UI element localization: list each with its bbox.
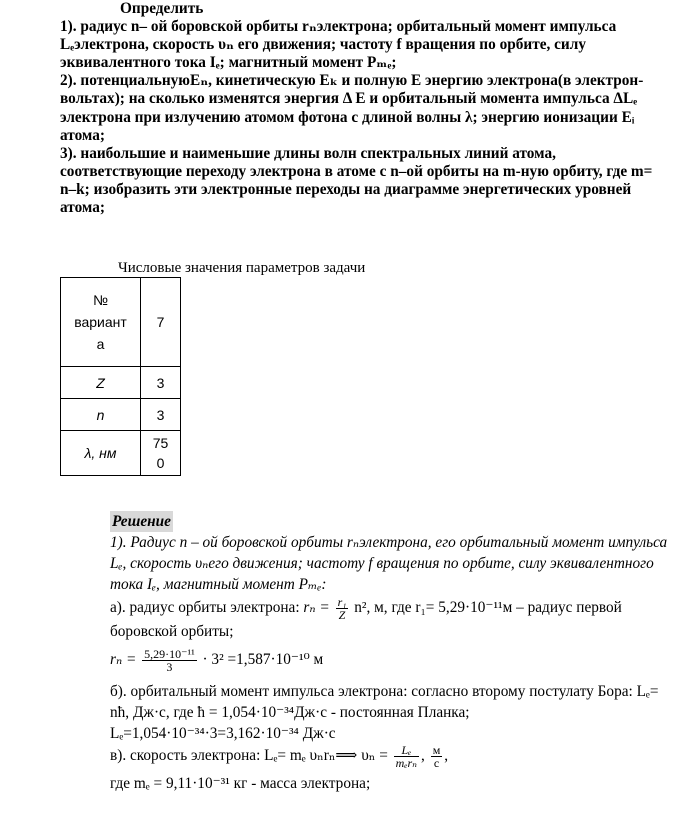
table-row [61,278,181,367]
table-cell-label: λ, нм [61,431,141,476]
task-heading: Определить [120,0,204,17]
table-row [61,367,181,399]
parameters-table [60,277,181,476]
task-item-1: 1). радиус n– ой боровской орбиты rₙэлектрона; орбитальный момент импульса Lₑэлектрона, скорость υₙ его движения; частоту f вращения по орбите, силу эквивалентного тока Iₑ; магнитный момент Pₘₑ; [60,18,617,72]
solution-part-b-calc: Lₑ=1,054·10⁻³⁴·3=3,162·10⁻³⁴ Дж·с [110,725,336,742]
fraction: $\frac{\text{r₁}}{Z}$ [337,595,347,622]
solution-part-c-where: где mₑ = 9,11·10⁻³¹ кг - масса электрона; [110,775,371,792]
task-statement [60,0,670,217]
task-item-2: 2). потенциальнуюEₙ, кинетическую Eₖ и полную E энергию электрона(в электрон-вольтах); на сколько изменятся энергия Δ E и орбитальный момента импульса ΔLₑ электрона при излучению атомом фотона с длиной волны λ; энергию ионизации Eᵢ атома; [60,72,644,144]
solution-part-c: в). скорость электрона: Lₑ= mₑ υₙrₙ⟹ υₙ = $\frac{\text{Lₑ}}{\text{mₑrₙ}}$ , $\frac{м}{с}$ , [110,743,449,770]
table-row [61,431,181,476]
table-cell-value: 3 [141,367,181,399]
table-cell-label: n [61,399,141,431]
units-fraction: $\frac{м}{с}$ [432,743,441,770]
fraction: $\frac{\text{Lₑ}}{\text{mₑrₙ}}$ [395,743,418,770]
task-item-3: 3). наибольшие и наименьшие длины волн спектральных линий атома, соответствующие переходу электрона в атоме с n–ой орбиты на m-ную орбиту, где m= n–k; изобразить эти электронные переходы на диаграмме энергетических уровней атома; [60,144,653,217]
fraction: $\frac{\text{5,29·10⁻¹¹}}{3}$ [144,647,195,674]
table-cell-value: 3 [141,399,181,431]
table-cell-label: № вариант а [61,278,141,367]
table-cell-value: 7 [141,278,181,367]
solution-part-a: а). радиус орбиты электрона: rₙ = $\frac{\text{r₁}}{Z}$ n², м, где r₁= 5,29·10⁻¹¹м – радиус первой боровской орбиты; [110,595,622,640]
table-cell-label: Z [61,367,141,399]
table-row [61,399,181,431]
solution-part-b: б). орбитальный момент импульса электрона: согласно второму постулату Бора: Lₑ= nħ, Дж·с, где ħ = 1,054·10⁻³⁴Дж·с - постоянная Планка; [110,683,659,721]
solution-part-a-calc: rₙ = $\frac{\text{5,29·10⁻¹¹}}{3}$ · 3² =1,587·10⁻¹⁰ м [110,647,324,674]
solution-title: Решение [112,513,171,530]
solution-section [110,511,670,794]
solution-intro: 1). Радиус n – ой боровской орбиты rₙэлектрона, его орбитальный момент импульса Lₑ, скорость υₙего движения; частоту f вращения по орбите, силу эквивалентного тока Iₑ, магнитный момент Pₘₑ: [110,534,668,593]
table-cell-value: 75 0 [141,431,181,476]
table-caption: Числовые значения параметров задачи [118,260,366,276]
